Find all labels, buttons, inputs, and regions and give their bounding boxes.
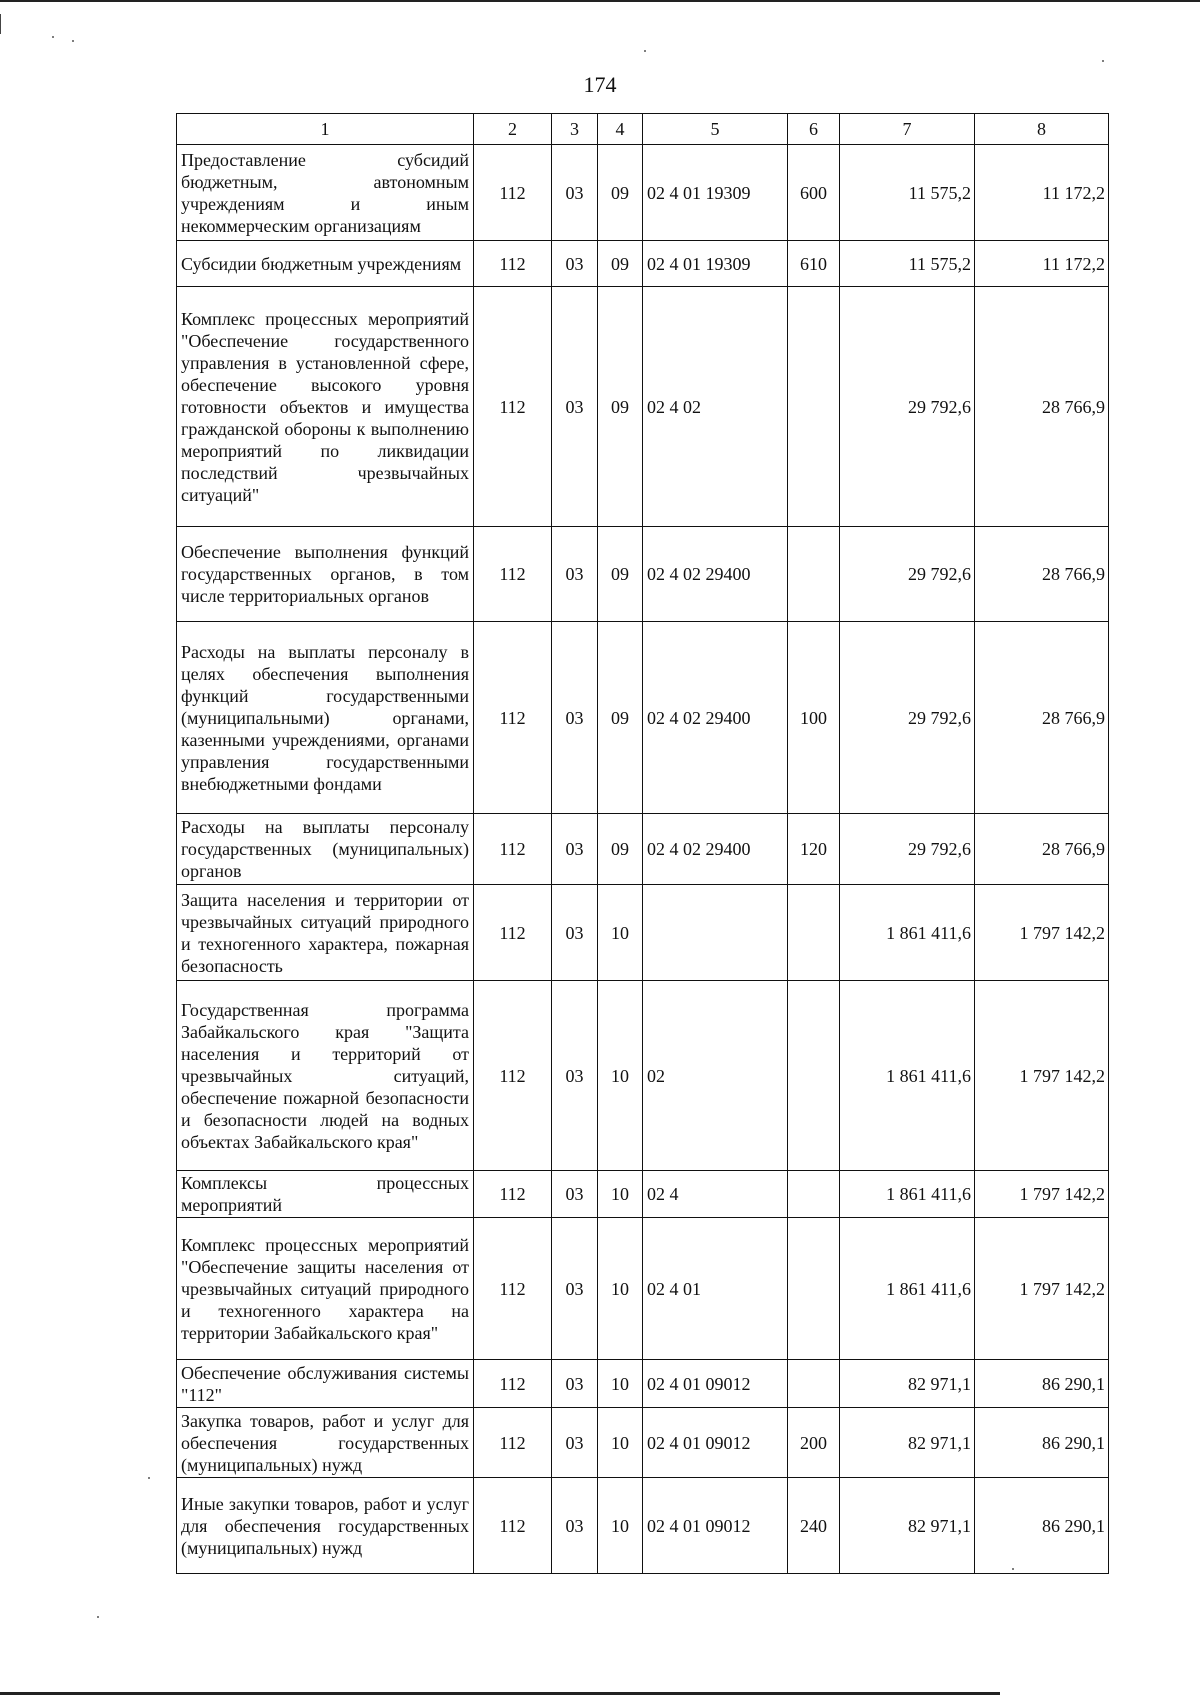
row-name-cell: Иные закупки товаров, работ и услуг для обеспечения государственных (муниципальных) нужд — [177, 1478, 474, 1574]
cell-col-2: 112 — [474, 1408, 552, 1478]
cell-col-5: 02 4 02 29400 — [643, 622, 788, 814]
cell-col-5: 02 4 02 — [643, 287, 788, 527]
cell-col-2: 112 — [474, 145, 552, 241]
cell-col-8: 1 797 142,2 — [975, 885, 1109, 981]
column-header: 1 — [177, 114, 474, 145]
table-row — [177, 981, 1109, 1171]
cell-col-3: 03 — [552, 622, 598, 814]
cell-col-6: 200 — [788, 1408, 840, 1478]
column-header: 4 — [598, 114, 643, 145]
cell-col-8: 28 766,9 — [975, 814, 1109, 885]
row-name-cell: Комплекс процессных мероприятий "Обеспечение защиты населения от чрезвычайных ситуаций природного и техногенного характера на территории Забайкальского края" — [177, 1218, 474, 1360]
cell-col-3: 03 — [552, 287, 598, 527]
cell-col-2: 112 — [474, 814, 552, 885]
cell-col-8: 1 797 142,2 — [975, 1171, 1109, 1218]
cell-col-4: 09 — [598, 145, 643, 241]
cell-col-8: 28 766,9 — [975, 287, 1109, 527]
cell-col-2: 112 — [474, 885, 552, 981]
cell-col-4: 10 — [598, 1478, 643, 1574]
cell-col-8: 1 797 142,2 — [975, 981, 1109, 1171]
cell-col-3: 03 — [552, 1171, 598, 1218]
table-row — [177, 1478, 1109, 1574]
scan-speck — [1102, 60, 1104, 62]
row-name-cell: Обеспечение обслуживания системы "112" — [177, 1360, 474, 1408]
table-row — [177, 1360, 1109, 1408]
cell-col-4: 09 — [598, 622, 643, 814]
cell-col-5: 02 4 02 29400 — [643, 527, 788, 622]
column-header: 5 — [643, 114, 788, 145]
cell-col-4: 10 — [598, 1218, 643, 1360]
table-row — [177, 622, 1109, 814]
cell-col-5: 02 4 01 09012 — [643, 1360, 788, 1408]
cell-col-6: 240 — [788, 1478, 840, 1574]
cell-col-5: 02 4 02 29400 — [643, 814, 788, 885]
cell-col-8: 86 290,1 — [975, 1360, 1109, 1408]
cell-col-2: 112 — [474, 1218, 552, 1360]
cell-col-4: 10 — [598, 1171, 643, 1218]
cell-col-3: 03 — [552, 527, 598, 622]
scan-speck — [72, 40, 74, 42]
cell-col-6: 120 — [788, 814, 840, 885]
cell-col-4: 09 — [598, 814, 643, 885]
cell-col-4: 09 — [598, 241, 643, 287]
cell-col-3: 03 — [552, 241, 598, 287]
cell-col-2: 112 — [474, 981, 552, 1171]
cell-col-5: 02 — [643, 981, 788, 1171]
cell-col-7: 1 861 411,6 — [840, 1171, 975, 1218]
cell-col-8: 11 172,2 — [975, 241, 1109, 287]
table-row — [177, 241, 1109, 287]
cell-col-7: 11 575,2 — [840, 241, 975, 287]
cell-col-8: 1 797 142,2 — [975, 1218, 1109, 1360]
cell-col-6: 610 — [788, 241, 840, 287]
cell-col-5: 02 4 01 19309 — [643, 145, 788, 241]
row-name-cell: Комплекс процессных мероприятий "Обеспечение государственного управления в установленной сфере, обеспечение высокого уровня готовности объектов и имущества гражданской обороны к выполнению мероприятий по ликвидации последствий чрезвычайных ситуаций" — [177, 287, 474, 527]
cell-col-6 — [788, 527, 840, 622]
row-name-cell: Закупка товаров, работ и услуг для обеспечения государственных (муниципальных) нужд — [177, 1408, 474, 1478]
row-name-cell: Комплексы процессных мероприятий — [177, 1171, 474, 1218]
table-row — [177, 814, 1109, 885]
scan-left-edge — [0, 14, 1, 34]
cell-col-5: 02 4 01 09012 — [643, 1478, 788, 1574]
cell-col-3: 03 — [552, 145, 598, 241]
cell-col-8: 28 766,9 — [975, 622, 1109, 814]
row-name-cell: Обеспечение выполнения функций государственных органов, в том числе территориальных органов — [177, 527, 474, 622]
cell-col-7: 29 792,6 — [840, 287, 975, 527]
cell-col-3: 03 — [552, 1360, 598, 1408]
cell-col-4: 09 — [598, 527, 643, 622]
cell-col-2: 112 — [474, 622, 552, 814]
cell-col-3: 03 — [552, 981, 598, 1171]
cell-col-5 — [643, 885, 788, 981]
cell-col-4: 10 — [598, 981, 643, 1171]
row-name-cell: Расходы на выплаты персоналу государственных (муниципальных) органов — [177, 814, 474, 885]
page-number: 174 — [583, 72, 617, 97]
cell-col-7: 1 861 411,6 — [840, 981, 975, 1171]
cell-col-7: 29 792,6 — [840, 622, 975, 814]
cell-col-5: 02 4 — [643, 1171, 788, 1218]
cell-col-6 — [788, 981, 840, 1171]
table-row — [177, 145, 1109, 241]
cell-col-7: 82 971,1 — [840, 1408, 975, 1478]
cell-col-5: 02 4 01 19309 — [643, 241, 788, 287]
cell-col-3: 03 — [552, 1478, 598, 1574]
cell-col-2: 112 — [474, 1360, 552, 1408]
cell-col-4: 10 — [598, 1408, 643, 1478]
scan-bottom-edge — [0, 1692, 1000, 1695]
scan-top-edge — [0, 0, 1200, 2]
budget-table — [176, 113, 1109, 1574]
cell-col-2: 112 — [474, 1478, 552, 1574]
cell-col-2: 112 — [474, 241, 552, 287]
row-name-cell: Расходы на выплаты персоналу в целях обеспечения выполнения функций государственными (муниципальными) органами, казенными учреждениями, органами управления государственными внебюджетными фондами — [177, 622, 474, 814]
scan-speck — [148, 1477, 150, 1479]
scan-speck — [52, 36, 54, 38]
table-row — [177, 1408, 1109, 1478]
cell-col-4: 09 — [598, 287, 643, 527]
cell-col-5: 02 4 01 09012 — [643, 1408, 788, 1478]
cell-col-7: 29 792,6 — [840, 814, 975, 885]
cell-col-3: 03 — [552, 1218, 598, 1360]
cell-col-3: 03 — [552, 1408, 598, 1478]
cell-col-6 — [788, 1171, 840, 1218]
cell-col-7: 1 861 411,6 — [840, 885, 975, 981]
row-name-cell: Защита населения и территории от чрезвычайных ситуаций природного и техногенного характера, пожарная безопасность — [177, 885, 474, 981]
table-row — [177, 1218, 1109, 1360]
column-header: 6 — [788, 114, 840, 145]
cell-col-3: 03 — [552, 814, 598, 885]
column-header: 2 — [474, 114, 552, 145]
cell-col-2: 112 — [474, 287, 552, 527]
scan-speck — [644, 50, 646, 52]
cell-col-6 — [788, 287, 840, 527]
cell-col-8: 86 290,1 — [975, 1408, 1109, 1478]
table-row — [177, 885, 1109, 981]
cell-col-5: 02 4 01 — [643, 1218, 788, 1360]
row-name-cell: Субсидии бюджетным учреждениям — [177, 241, 474, 287]
cell-col-6: 600 — [788, 145, 840, 241]
header-row — [177, 114, 1109, 145]
cell-col-6: 100 — [788, 622, 840, 814]
cell-col-8: 28 766,9 — [975, 527, 1109, 622]
table-row — [177, 1171, 1109, 1218]
row-name-cell: Предоставление субсидий бюджетным, автономным учреждениям и иным некоммерческим организациям — [177, 145, 474, 241]
cell-col-7: 82 971,1 — [840, 1478, 975, 1574]
cell-col-4: 10 — [598, 1360, 643, 1408]
cell-col-6 — [788, 1360, 840, 1408]
column-header: 7 — [840, 114, 975, 145]
cell-col-2: 112 — [474, 1171, 552, 1218]
cell-col-4: 10 — [598, 885, 643, 981]
table-row — [177, 287, 1109, 527]
column-header: 8 — [975, 114, 1109, 145]
scan-speck — [97, 1616, 99, 1618]
row-name-cell: Государственная программа Забайкальского края "Защита населения и территорий от чрезвычайных ситуаций, обеспечение пожарной безопасности и безопасности людей на водных объектах Забайкальского края" — [177, 981, 474, 1171]
cell-col-7: 11 575,2 — [840, 145, 975, 241]
table-row — [177, 527, 1109, 622]
cell-col-6 — [788, 885, 840, 981]
cell-col-3: 03 — [552, 885, 598, 981]
cell-col-7: 1 861 411,6 — [840, 1218, 975, 1360]
cell-col-6 — [788, 1218, 840, 1360]
cell-col-8: 11 172,2 — [975, 145, 1109, 241]
column-header: 3 — [552, 114, 598, 145]
cell-col-2: 112 — [474, 527, 552, 622]
cell-col-7: 82 971,1 — [840, 1360, 975, 1408]
cell-col-8: 86 290,1 — [975, 1478, 1109, 1574]
cell-col-7: 29 792,6 — [840, 527, 975, 622]
